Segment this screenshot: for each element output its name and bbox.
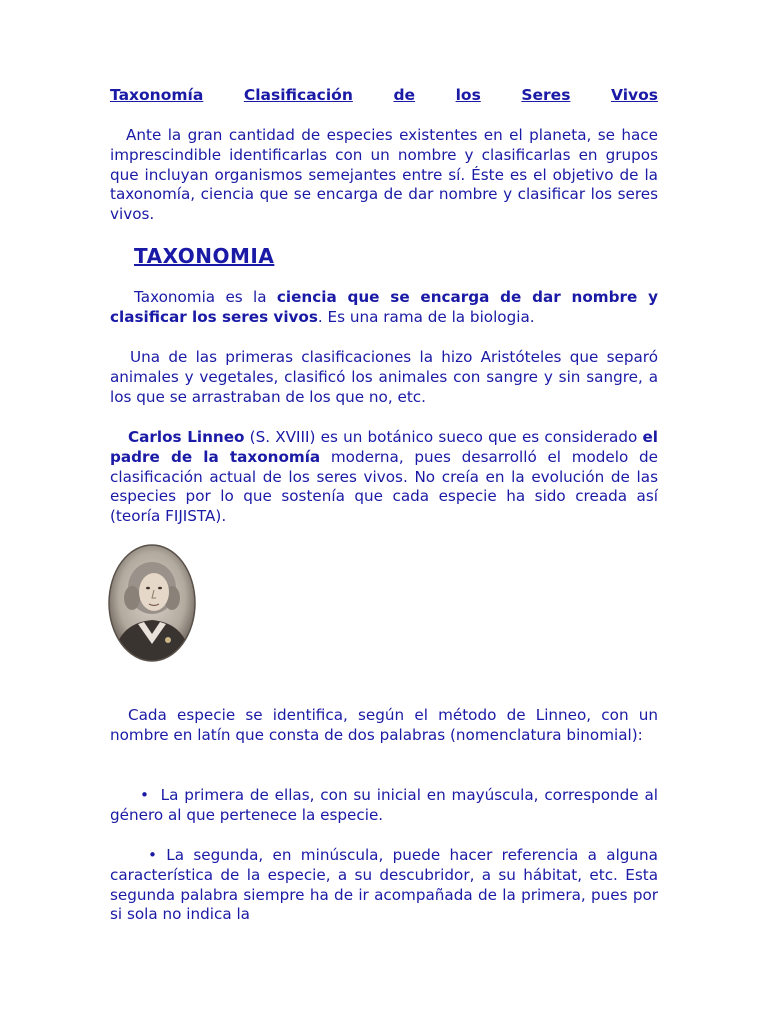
title-word: los xyxy=(455,86,481,104)
title-word: Vivos xyxy=(610,86,658,104)
intro-text: Ante la gran cantidad de especies existentes en el planeta, se hace imprescindible identificarlas con un nombre y clasificarlas en grupos que incluyan organismos semejantes entre sí. Éste es el objetivo de la taxonomía, ciencia que se encarga de dar nombre y clasificar los seres vivos. xyxy=(110,126,658,224)
bullet-icon: • xyxy=(148,846,157,864)
linneo-part2: moderna, pues desarrolló el modelo de clasificación actual de los seres vivos. No creía en la evolución de las especies por lo que sostenía que cada especie ha sido creada así (teoría FIJISTA). xyxy=(110,447,658,526)
definition-post: . Es una rama de la biologia. xyxy=(317,307,535,326)
title-word: Seres xyxy=(521,86,571,104)
definition-paragraph xyxy=(110,288,658,328)
metodo-paragraph xyxy=(110,706,658,746)
intro-paragraph xyxy=(110,126,658,225)
linneo-name: Carlos Linneo xyxy=(128,428,245,446)
definition-bold: ciencia que se encarga de dar nombre y clasificar los seres vivos xyxy=(110,288,658,326)
section-heading: TAXONOMIA xyxy=(134,244,275,268)
title-word: Taxonomía xyxy=(110,86,204,104)
title-word: Clasificación xyxy=(243,86,353,104)
bullet1-text: La primera de ellas, con su inicial en mayúscula, corresponde al género al que pertenece la especie. xyxy=(110,786,659,824)
aristoteles-text: Una de las primeras clasificaciones la hizo Aristóteles que separó animales y vegetales, clasificó los animales con sangre y sin sangre, a los que se arrastraban de los que no, etc. xyxy=(110,348,658,406)
aristoteles-paragraph xyxy=(110,348,658,407)
bullet-icon: • xyxy=(140,786,149,804)
title-word: de xyxy=(393,86,416,104)
linneo-part1: (S. XVIII) es un botánico sueco que es considerado xyxy=(244,428,643,446)
bullet-item xyxy=(110,846,658,925)
metodo-text: Cada especie se identifica, según el método de Linneo, con un nombre en latín que consta de dos palabras (nomenclatura binomial): xyxy=(110,706,658,744)
bullet2-text: La segunda, en minúscula, puede hacer referencia a alguna característica de la especie, a su descubridor, a su hábitat, etc. Esta segunda palabra siempre ha de ir acompañada de la primera, pues por si sola no indica la xyxy=(110,846,658,924)
bullet-item xyxy=(110,786,658,826)
linneo-bold: el padre de la taxonomía xyxy=(110,428,658,466)
page-title xyxy=(110,86,658,104)
linneo-paragraph xyxy=(110,428,658,527)
definition-pre: Taxonomia es la xyxy=(134,288,277,306)
linneo-portrait xyxy=(108,544,196,662)
